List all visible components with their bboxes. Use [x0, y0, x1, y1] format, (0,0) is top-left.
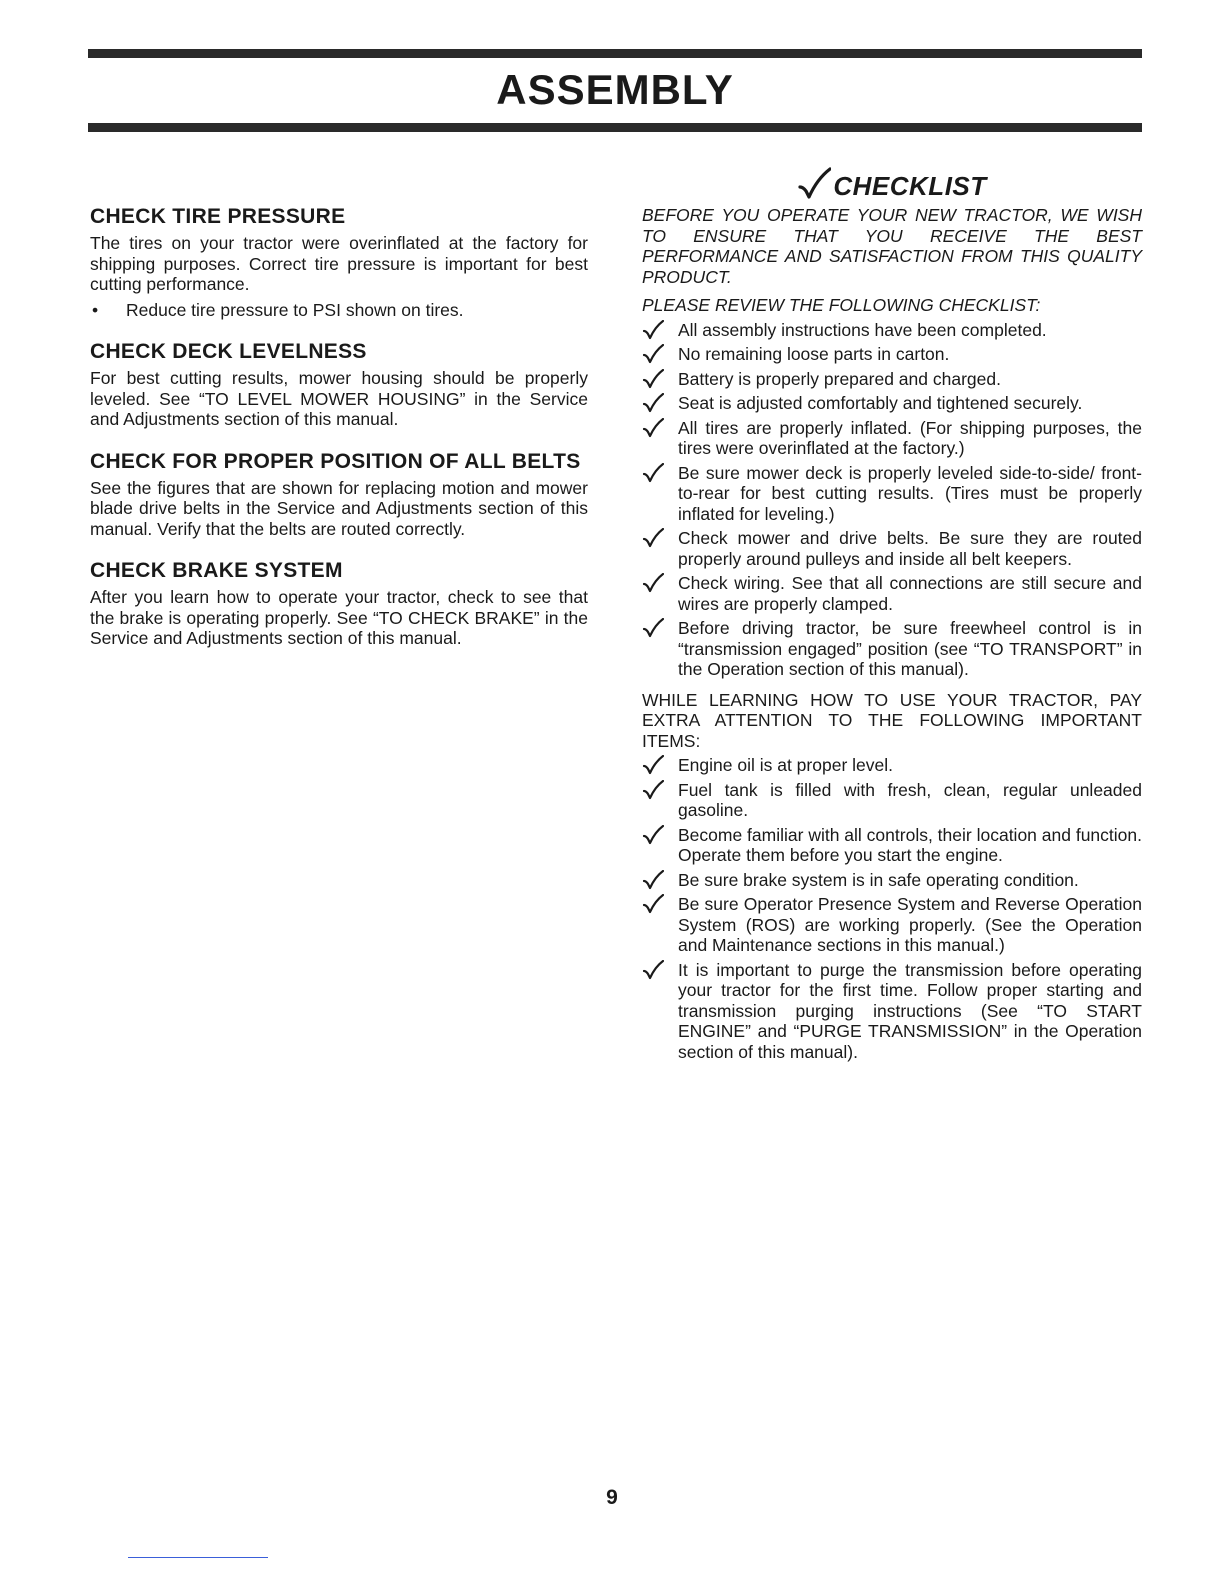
learning-prompt: WHILE LEARNING HOW TO USE YOUR TRACTOR, PAY EXTRA ATTENTION TO THE FOLLOWING IMPORTANT ITEMS: [642, 689, 1142, 751]
checkmark-icon [642, 825, 678, 866]
page-number: 9 [606, 1486, 618, 1509]
checklist-item [642, 418, 1142, 459]
checklist-item [642, 870, 1142, 891]
checklist-review-prompt: PLEASE REVIEW THE FOLLOWING CHECKLIST: [642, 295, 1041, 315]
belts-body: See the figures that are shown for replacing motion and mower blade drive belts in the Service and Adjustments section of this manual. Verify that the belts are routed correctly. [90, 477, 588, 539]
checklist-item [642, 320, 1142, 341]
section-heading-deck-levelness: CHECK DECK LEVELNESS [90, 340, 367, 363]
check-brake-system-section [90, 559, 588, 649]
section-heading-belts: CHECK FOR PROPER POSITION OF ALL BELTS [90, 449, 581, 473]
checklist-item [642, 894, 1142, 956]
checklist-intro: BEFORE YOU OPERATE YOUR NEW TRACTOR, WE WISH TO ENSURE THAT YOU RECEIVE THE BEST PERFORMANCE AND SATISFACTION FROM THIS QUALITY PRODUCT. [642, 205, 1142, 287]
checklist-item [642, 825, 1142, 866]
footer-rule [128, 1557, 268, 1558]
checkmark-icon [797, 167, 831, 201]
checklist-item-text: Seat is adjusted comfortably and tightened securely. [678, 393, 1083, 413]
checklist-title [642, 163, 1142, 201]
checkmark-icon [642, 344, 678, 365]
checklist-item-text: No remaining loose parts in carton. [678, 344, 950, 364]
checklist-item [642, 573, 1142, 614]
check-belts-section [90, 450, 588, 540]
checklist-item [642, 528, 1142, 569]
checkmark-icon [642, 463, 678, 525]
checklist-item-text: Engine oil is at proper level. [678, 755, 893, 775]
tire-pressure-bullet [90, 300, 588, 321]
left-column [90, 205, 588, 649]
checklist-item [642, 393, 1142, 414]
learning-items [642, 755, 1142, 1062]
checkmark-icon [642, 369, 678, 390]
section-heading-brake-system: CHECK BRAKE SYSTEM [90, 559, 343, 582]
header-rule-top [88, 49, 1142, 58]
checkmark-icon [642, 960, 678, 1063]
checklist-title-text: CHECKLIST [833, 171, 987, 201]
tire-pressure-body: The tires on your tractor were overinflated at the factory for shipping purposes. Correct tire pressure is important for best cutting performance. [90, 233, 588, 294]
checklist-item-text: Be sure Operator Presence System and Reverse Operation System (ROS) are working properly. (See the Operation and Maintenance sections in this manual.) [678, 894, 1142, 955]
checkmark-icon [642, 894, 678, 956]
tire-pressure-bullet-text: Reduce tire pressure to PSI shown on tires. [126, 299, 464, 320]
checklist-item-text: Before driving tractor, be sure freewheel control is in “transmission engaged” position (see “TO TRANSPORT” in the Operation section of this manual). [678, 618, 1142, 679]
checklist-item-text: All assembly instructions have been completed. [678, 319, 1047, 340]
deck-levelness-body: For best cutting results, mower housing should be properly leveled. See “TO LEVEL MOWER HOUSING” in the Service and Adjustments section of this manual. [90, 368, 588, 429]
checklist-item-text: Check mower and drive belts. Be sure they are routed properly around pulleys and inside all belt keepers. [678, 528, 1142, 569]
brake-system-body: After you learn how to operate your tractor, check to see that the brake is operating properly. See “TO CHECK BRAKE” in the Service and Adjustments section of this manual. [90, 587, 588, 648]
checklist-item [642, 618, 1142, 680]
checkmark-icon [642, 393, 678, 414]
check-deck-levelness-section [90, 340, 588, 430]
checkmark-icon [642, 755, 678, 776]
checklist-item-text: Be sure mower deck is properly leveled side-to-side/ front-to-rear for best cutting results. (Tires must be properly inflated for leveling.) [678, 462, 1142, 524]
checkmark-icon [642, 573, 678, 614]
checklist-item [642, 369, 1142, 390]
checklist-item-text: Fuel tank is filled with fresh, clean, regular unleaded gasoline. [678, 779, 1142, 820]
checklist-item [642, 755, 1142, 776]
header-rule-bottom [88, 123, 1142, 132]
checkmark-icon [642, 320, 678, 341]
checklist-item-text: It is important to purge the transmission before operating your tractor for the first time. Follow proper starting and transmission purging instructions (See “TO START ENGINE” and “PURGE TRANSMISSION” in the Operation section of this manual). [678, 959, 1142, 1062]
checkmark-icon [642, 418, 678, 459]
checklist-item [642, 463, 1142, 525]
checklist-item [642, 344, 1142, 365]
bullet-dot-icon: • [92, 299, 99, 320]
checklist-item-text: Check wiring. See that all connections are still secure and wires are properly clamped. [678, 573, 1142, 614]
checklist-item-text: All tires are properly inflated. (For shipping purposes, the tires were overinflated at the factory.) [678, 417, 1142, 458]
checkmark-icon [642, 870, 678, 891]
check-tire-pressure-section [90, 205, 588, 320]
checklist-item [642, 780, 1142, 821]
checklist-item-text: Become familiar with all controls, their location and function. Operate them before you start the engine. [678, 824, 1142, 865]
checkmark-icon [642, 618, 678, 680]
checkmark-icon [642, 780, 678, 821]
section-heading-tire-pressure: CHECK TIRE PRESSURE [90, 205, 346, 228]
checklist-column [642, 163, 1142, 1062]
checkmark-icon [642, 528, 678, 569]
checklist-item-text: Be sure brake system is in safe operating condition. [678, 869, 1079, 890]
checklist-item [642, 960, 1142, 1063]
checklist-item-text: Battery is properly prepared and charged. [678, 368, 1001, 389]
page-title: ASSEMBLY [496, 66, 734, 113]
checklist-items [642, 320, 1142, 680]
